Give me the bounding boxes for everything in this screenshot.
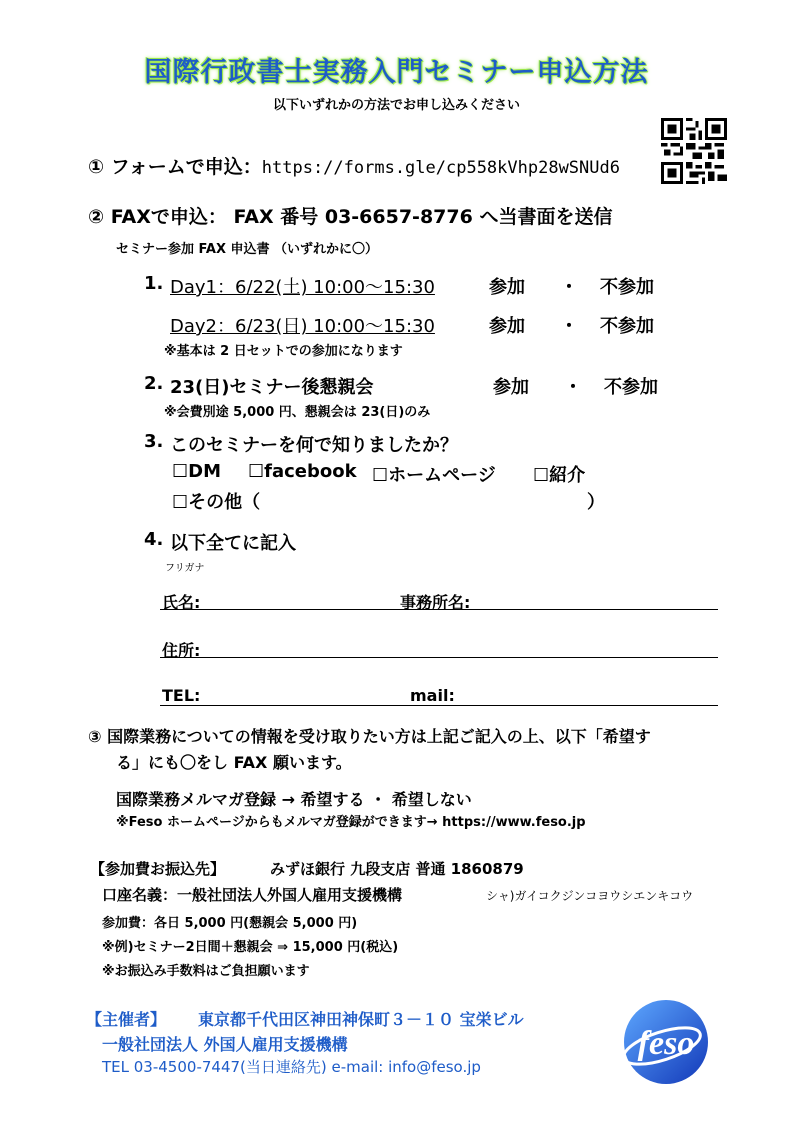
day2-separator: ・ xyxy=(560,316,578,337)
organizer-contact: TEL 03-4500-7447(当日連絡先) e-mail: info@feso.jp xyxy=(102,1058,481,1076)
item-3-number: 3. xyxy=(144,431,164,452)
reception-label: 23(日)セミナー後懇親会 xyxy=(170,377,374,398)
option-dm-checkbox[interactable]: ☐DM xyxy=(172,461,221,482)
option-other-close: ） xyxy=(587,492,605,513)
payment-heading: 【参加費お振込先】 xyxy=(90,860,226,878)
item-2-number: 2. xyxy=(144,373,164,394)
option-facebook-checkbox[interactable]: ☐facebook xyxy=(248,461,357,482)
account-kana: シャ)ガイコクジンコヨウシエンキコウ xyxy=(486,889,694,903)
item-1-note: ※基本は 2 日セットでの参加になります xyxy=(164,344,403,359)
reception-separator: ・ xyxy=(564,377,582,398)
organizer-address: 東京都千代田区神田神保町３－１０ 宝栄ビル xyxy=(198,1010,524,1029)
day1-label: Day1：6/22(土) 10:00～15:30 xyxy=(170,277,435,298)
tel-mail-line[interactable] xyxy=(160,705,718,706)
day1-not-attend-option[interactable]: 不参加 xyxy=(600,277,654,298)
name-label: 氏名: xyxy=(162,593,201,612)
fill-all-label: 以下全てに記入 xyxy=(170,533,296,554)
day2-not-attend-option[interactable]: 不参加 xyxy=(600,316,654,337)
method-1-label: ① フォームで申込： xyxy=(88,156,262,178)
day1-separator: ・ xyxy=(560,277,578,298)
method-3-line-2: る」にも〇をし FAX 願います。 xyxy=(116,753,352,772)
mail-label: mail: xyxy=(410,686,455,705)
office-label: 事務所名: xyxy=(400,593,471,612)
method-3-line-1: ③ 国際業務についての情報を受け取りたい方は上記ご記入の上、以下「希望す xyxy=(88,727,651,746)
qr-code-icon[interactable] xyxy=(661,118,727,184)
address-label: 住所: xyxy=(162,641,201,660)
organizer-heading: 【主催者】 xyxy=(86,1010,167,1029)
day1-attend-option[interactable]: 参加 xyxy=(489,277,525,298)
form-url-link[interactable]: https://forms.gle/cp558kVhp28wSNUd6 xyxy=(261,158,620,178)
method-2-line: ② FAXで申込： FAX 番号 03-6657-8776 へ当書面を送信 xyxy=(88,206,613,228)
page-title: 国際行政書士実務入門セミナー申込方法 xyxy=(144,57,649,88)
item-1-number: 1. xyxy=(144,273,164,294)
source-question: このセミナーを何で知りましたか？ xyxy=(170,435,458,456)
feso-logo-icon xyxy=(622,998,710,1086)
fee-note: ※お振込み手数料はご負担願います xyxy=(102,964,310,979)
reception-not-attend-option[interactable]: 不参加 xyxy=(604,377,658,398)
option-referral-checkbox[interactable]: ☐紹介 xyxy=(533,465,586,486)
item-4-number: 4. xyxy=(144,529,164,550)
newsletter-option[interactable]: 国際業務メルマガ登録 → 希望する ・ 希望しない xyxy=(116,790,472,809)
tel-label: TEL: xyxy=(162,686,201,705)
method-1-line xyxy=(88,152,620,179)
fee-example: ※例)セミナー2日間＋懇親会 ⇒ 15,000 円(税込) xyxy=(102,940,399,955)
item-2-note: ※会費別途 5,000 円、懇親会は 23(日)のみ xyxy=(164,405,431,420)
form-heading: セミナー参加 FAX 申込書 （いずれかに〇） xyxy=(116,242,379,257)
address-line[interactable] xyxy=(160,657,718,658)
page-subtitle: 以下いずれかの方法でお申し込みください xyxy=(272,98,520,113)
name-office-line[interactable] xyxy=(160,609,718,610)
furigana-label: フリガナ xyxy=(165,563,205,574)
newsletter-note: ※Feso ホームページからもメルマガ登録ができます→ https://www.feso.jp xyxy=(116,815,586,830)
feso-logo-text: feso xyxy=(637,1025,695,1062)
option-homepage-checkbox[interactable]: ☐ホームページ xyxy=(372,465,496,486)
fee-info: 参加費：各日 5,000 円(懇親会 5,000 円) xyxy=(102,916,358,931)
day2-label: Day2：6/23(日) 10:00～15:30 xyxy=(170,316,435,337)
account-name: 口座名義：一般社団法人外国人雇用支援機構 xyxy=(102,886,403,904)
bank-info: みずほ銀行 九段支店 普通 1860879 xyxy=(270,860,524,878)
option-other-checkbox[interactable]: ☐その他（ xyxy=(172,492,261,513)
organizer-name: 一般社団法人 外国人雇用支援機構 xyxy=(102,1035,348,1054)
day2-attend-option[interactable]: 参加 xyxy=(489,316,525,337)
reception-attend-option[interactable]: 参加 xyxy=(493,377,529,398)
